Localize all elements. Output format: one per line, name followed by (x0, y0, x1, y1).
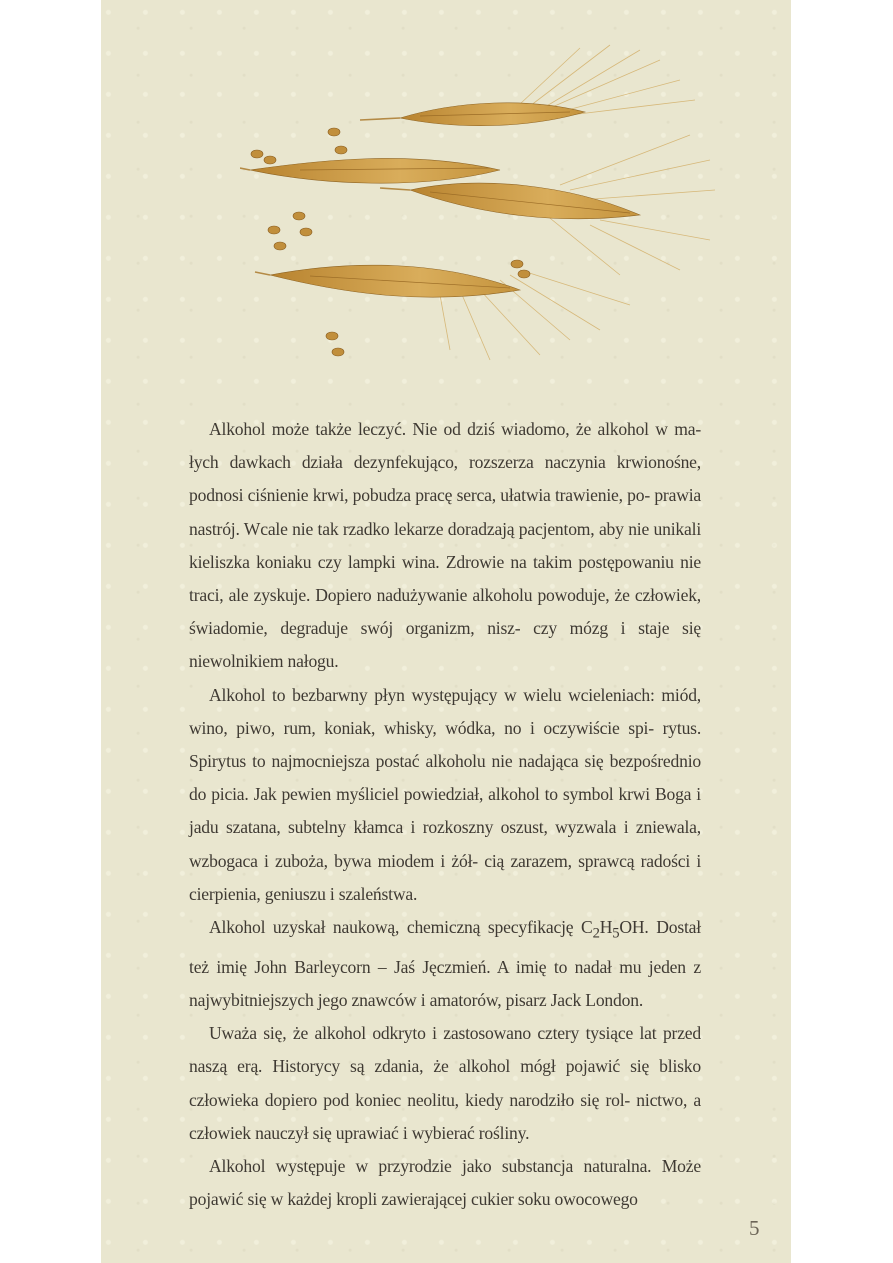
paragraph-4 (189, 1017, 701, 1150)
text-line: blisko człowieka dopiero pod koniec neolitu, kiedy narodziło się rol- (189, 1056, 701, 1110)
body-text (189, 413, 701, 1216)
formula-prefix: Alkohol uzyskał naukową, chemiczną specyfikację C (209, 917, 593, 938)
text-line: łych dawkach działa dezynfekująco, rozszerza naczynia krwionośne, (189, 452, 701, 473)
text-line: prawia nastrój. Wcale nie tak rzadko lekarze doradzają pacjentom, (189, 485, 701, 539)
formula-subscript: 2 (592, 925, 600, 942)
text-line: pojawić się w każdej kropli zawierającej cukier soku owocowego (189, 1189, 638, 1210)
wheat-ears-illustration (240, 40, 720, 370)
page-number: 5 (749, 1216, 760, 1240)
text-line: Alkohol może także leczyć. Nie od dziś wiadomo, że alkohol w ma- (209, 419, 701, 439)
text-line: Alkohol to bezbarwny płyn występujący w wielu wcieleniach: (209, 684, 655, 705)
paragraph-5 (189, 1150, 701, 1216)
formula-subscript: 5 (612, 925, 620, 942)
text-line: rytus. Spirytus to najmocniejsza postać alkoholu nie nadająca się (189, 717, 702, 772)
formula-suffix: OH. Dostał (619, 917, 701, 938)
text-line: cią zarazem, sprawcą radości i cierpienia, geniuszu i szaleństwa. (189, 850, 702, 904)
text-line: przed naszą erą. Historycy są zdania, że alkohol mógł pojawić się (189, 1023, 702, 1077)
text-line: z najwybitniejszych jego znawców i amatorów, pisarz Jack London. (189, 956, 701, 1010)
text-line: Alkohol występuje w przyrodzie jako substancja naturalna. Może (209, 1155, 701, 1176)
text-line: powoduje, że człowiek, świadomie, degraduje swój organizm, nisz- (189, 585, 701, 639)
formula-mid: H (599, 917, 613, 938)
paragraph-1 (189, 413, 701, 679)
text-line: bezpośrednio do picia. Jak pewien myśliciel powiedział, alkohol to (189, 751, 701, 805)
text-line: postępowaniu nie traci, ale zyskuje. Dopiero nadużywanie alkoholu (189, 551, 701, 606)
text-line: nictwo, a człowiek nauczył się uprawiać i wybierać rośliny. (189, 1089, 701, 1143)
text-line: czy mózg i staje się niewolnikiem nałogu. (189, 618, 701, 672)
text-line: Uważa się, że alkohol odkryto i zastosowano cztery tysiące lat (209, 1023, 657, 1044)
text-line: podnosi ciśnienie krwi, pobudza pracę serca, ułatwia trawienie, po- (189, 485, 650, 506)
text-line: aby nie unikali kieliszka koniaku czy lampki wina. Zdrowie na takim (189, 518, 702, 572)
text-line: miód, wino, piwo, rum, koniak, whisky, wódka, no i oczywiście spi- (189, 684, 701, 738)
paragraph-2 (189, 679, 701, 911)
text-line: symbol krwi Boga i jadu szatana, subtelny kłamca i rozkoszny (189, 784, 701, 838)
paragraph-3 (189, 911, 701, 1017)
formula-line (209, 917, 701, 942)
text-line: oszust, wyzwala i zniewala, wzbogaca i zuboża, bywa miodem i żół- (189, 817, 701, 871)
text-line: też imię John Barleycorn – Jaś Jęczmień. A imię to nadał mu jeden (189, 956, 686, 977)
